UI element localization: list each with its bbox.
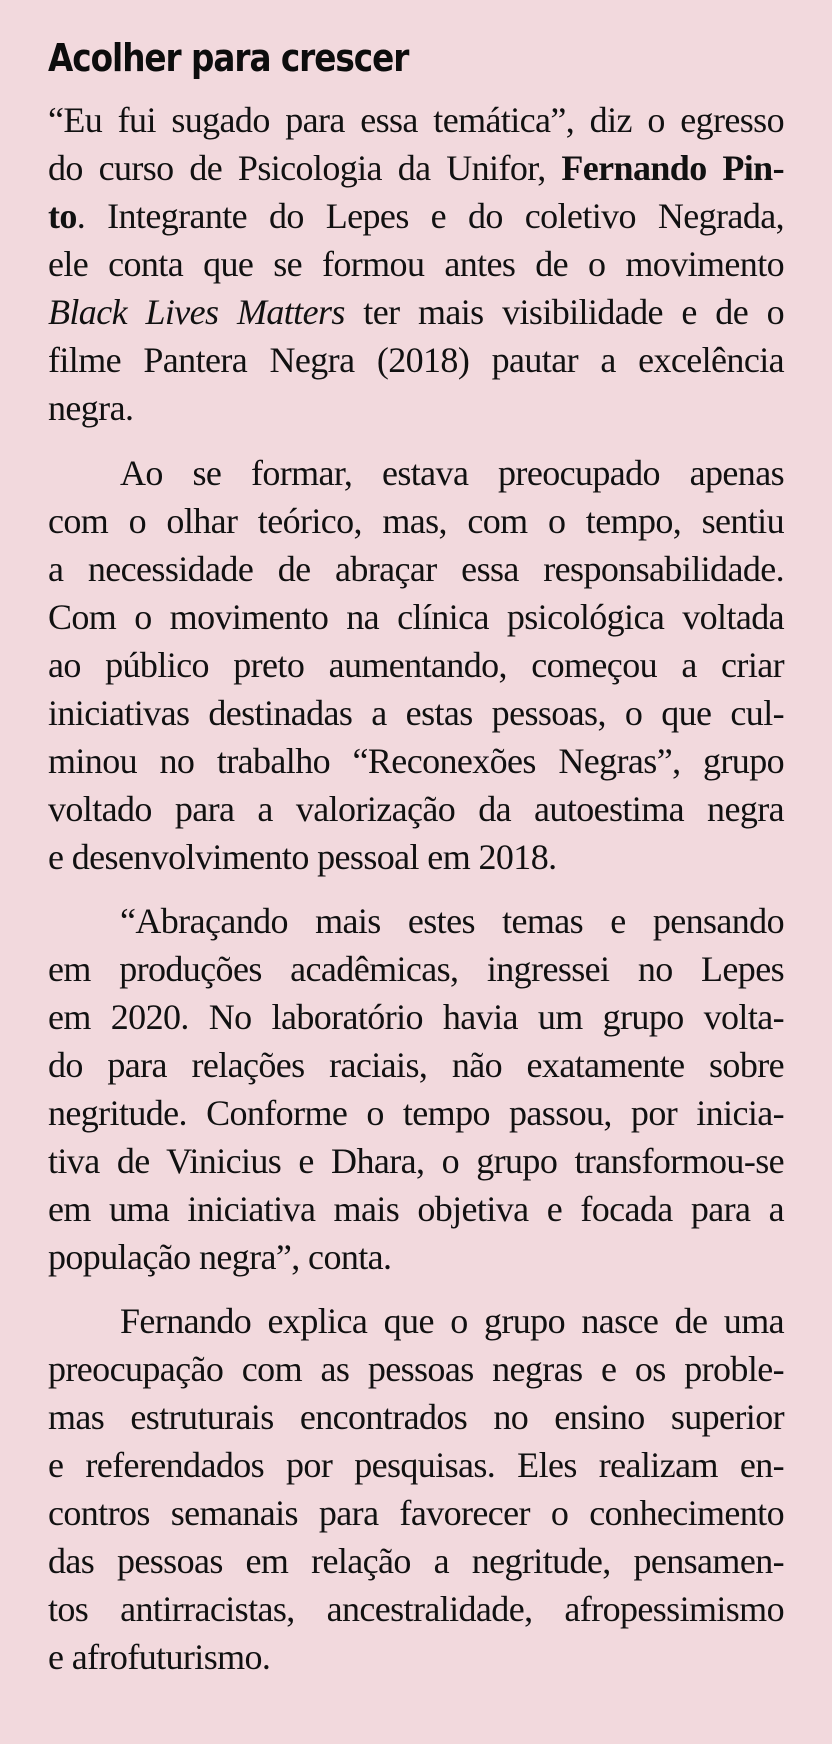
line-text: mas estruturais encontrados no ensino superior	[48, 1397, 784, 1437]
line-text: negra.	[48, 388, 134, 428]
line-text: minou no trabalho “Reconexões Negras”, grupo	[48, 741, 784, 781]
text-line	[48, 1633, 784, 1681]
line-text: iniciativas destinadas a estas pessoas, o que cul-	[48, 693, 784, 733]
text-line	[48, 737, 784, 785]
text-line	[48, 545, 784, 593]
line-text: e afrofuturismo.	[48, 1637, 271, 1677]
text-line	[48, 897, 784, 945]
line-text: Fernando explica que o grupo nasce de uma	[120, 1301, 784, 1341]
italic-title-text: Black Lives Matters	[48, 292, 345, 332]
text-line	[48, 945, 784, 993]
text-line	[48, 641, 784, 689]
paragraph-4	[48, 1297, 784, 1681]
line-text: preocupação com as pessoas negras e os proble-	[48, 1349, 784, 1389]
text-line	[48, 1185, 784, 1233]
text-line	[48, 1441, 784, 1489]
text-line	[48, 497, 784, 545]
text-line	[48, 144, 784, 192]
line-text: e desenvolvimento pessoal em 2018.	[48, 837, 557, 877]
bold-name-text: to	[48, 196, 77, 236]
line-text: do curso de Psicologia da Unifor,	[48, 148, 562, 188]
line-text: em produções acadêmicas, ingressei no Lepes	[48, 949, 784, 989]
line-text: “Eu fui sugado para essa temática”, diz o egresso	[48, 100, 784, 140]
paragraph-3	[48, 897, 784, 1281]
text-line	[48, 449, 784, 497]
text-line	[48, 1537, 784, 1585]
text-line	[48, 1137, 784, 1185]
line-text: das pessoas em relação a negritude, pensamen-	[48, 1541, 784, 1581]
text-line	[48, 1585, 784, 1633]
line-text: negritude. Conforme o tempo passou, por inicia-	[48, 1093, 784, 1133]
line-text: voltado para a valorização da autoestima negra	[48, 789, 784, 829]
line-text: filme Pantera Negra (2018) pautar a excelência	[48, 340, 784, 380]
line-text: ao público preto aumentando, começou a criar	[48, 645, 784, 685]
line-text: tiva de Vinicius e Dhara, o grupo transformou-se	[48, 1141, 784, 1181]
text-line	[48, 1089, 784, 1137]
line-text: do para relações raciais, não exatamente sobre	[48, 1045, 784, 1085]
bold-name-text: Fernando Pin-	[561, 148, 784, 188]
text-line	[48, 1297, 784, 1345]
line-text: e referendados por pesquisas. Eles realizam en-	[48, 1445, 784, 1485]
text-line	[48, 833, 784, 881]
line-text: Com o movimento na clínica psicológica voltada	[48, 597, 784, 637]
text-line	[48, 1345, 784, 1393]
text-line	[48, 1041, 784, 1089]
text-line	[48, 993, 784, 1041]
line-text: ele conta que se formou antes de o movimento	[48, 244, 784, 284]
text-line	[48, 240, 784, 288]
line-text: . Integrante do Lepes e do coletivo Negrada,	[76, 196, 784, 236]
line-text: em uma iniciativa mais objetiva e focada para a	[48, 1189, 784, 1229]
line-text: contros semanais para favorecer o conhecimento	[48, 1493, 784, 1533]
line-text: ter mais visibilidade e de o	[344, 292, 785, 332]
article-heading: Acolher para crescer	[48, 36, 409, 80]
line-text: população negra”, conta.	[48, 1237, 392, 1277]
text-line	[48, 336, 784, 384]
text-line	[48, 785, 784, 833]
text-line	[48, 384, 784, 432]
text-line	[48, 288, 784, 336]
line-text: em 2020. No laboratório havia um grupo volta-	[48, 997, 784, 1037]
text-line	[48, 96, 784, 144]
line-text: tos antirracistas, ancestralidade, afropessimismo	[48, 1589, 784, 1629]
line-text: Ao se formar, estava preocupado apenas	[120, 453, 784, 493]
paragraph-1	[48, 96, 784, 432]
text-line	[48, 192, 784, 240]
text-line	[48, 689, 784, 737]
paragraph-2	[48, 449, 784, 881]
text-line	[48, 1233, 784, 1281]
text-line	[48, 1489, 784, 1537]
line-text: a necessidade de abraçar essa responsabilidade.	[48, 549, 784, 589]
text-line	[48, 1393, 784, 1441]
line-text: com o olhar teórico, mas, com o tempo, sentiu	[48, 501, 784, 541]
text-line	[48, 593, 784, 641]
line-text: “Abraçando mais estes temas e pensando	[120, 901, 784, 941]
